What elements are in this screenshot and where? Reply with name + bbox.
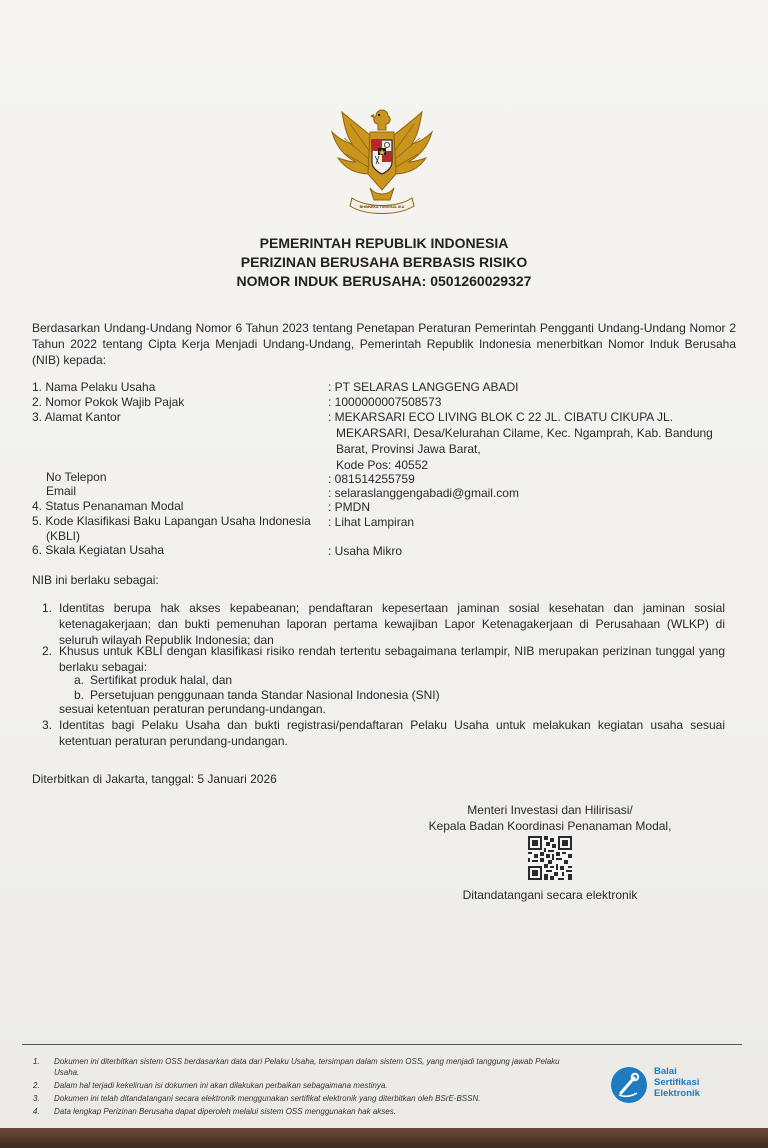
footer-note-4: Data lengkap Perizinan Berusaha dapat diperoleh melalui sistem OSS menggunakan hak akses. — [54, 1107, 396, 1116]
nib-subitem-text-b: Persetujuan penggunaan tanda Standar Nasional Indonesia (SNI) — [90, 688, 440, 702]
licensing-title: PERIZINAN BERUSAHA BERBASIS RISIKO — [240, 254, 528, 270]
issued-date: Diterbitkan di Jakarta, tanggal: 5 Januari 2026 — [32, 772, 277, 786]
emblem-motto: BHINNEKA TUNGGAL IKA — [359, 205, 405, 209]
nib-item-text-2: Khusus untuk KBLI dengan klasifikasi risiko rendah tertentu sebagaimana terlampir, NIB merupakan perizinan tunggal yang berlaku sebagai: — [59, 644, 725, 674]
footer-note-number-3: 3. — [33, 1094, 40, 1103]
field-value-alamat-2: MEKARSARI, Desa/Kelurahan Cilame, Kec. Ngamprah, Kab. Bandung — [336, 426, 713, 440]
field-label-telepon: No Telepon — [46, 470, 107, 484]
footer-note-number-4: 4. — [33, 1107, 40, 1116]
bsre-label — [654, 1066, 700, 1099]
field-value-email: : selaraslanggengabadi@gmail.com — [328, 486, 519, 500]
nib-item-number-2: 2. — [42, 644, 53, 658]
nib-intro: NIB ini berlaku sebagai: — [32, 573, 159, 587]
field-label-npwp: 2. Nomor Pokok Wajib Pajak — [32, 395, 185, 409]
field-value-alamat-4: Kode Pos: 40552 — [336, 458, 429, 472]
field-label-skala: 6. Skala Kegiatan Usaha — [32, 543, 165, 557]
nib-item-text-1: Identitas berupa hak akses kepabeanan; pendaftaran kepesertaan jaminan sosial kesehatan dan jaminan sosial ketenagakerjaan; dan bukti pemenuhan laporan pertama kewajiban Lapor Ketenagakerjaan di Perusahaan (WLKP) di seluruh wilayah Republik Indonesia; dan — [59, 601, 725, 647]
signatory-title-1: Menteri Investasi dan Hilirisasi/ — [467, 803, 633, 817]
footer-note-number-2: 2. — [33, 1081, 40, 1090]
nib-subitem-number-a: a. — [74, 673, 85, 687]
field-label-kbli-2: (KBLI) — [46, 529, 81, 543]
nib-subitem-number-b: b. — [74, 688, 85, 702]
footer-note-number-1: 1. — [33, 1057, 40, 1066]
field-value-telepon: : 081514255759 — [328, 472, 415, 486]
field-label-nama: 1. Nama Pelaku Usaha — [32, 380, 156, 394]
bsre-label-line-3: Elektronik — [654, 1088, 700, 1099]
field-value-npwp: : 1000000007508573 — [328, 395, 442, 409]
bsre-logo-icon — [610, 1066, 648, 1104]
footer-note-3: Dokumen ini telah ditandatangani secara elektronik menggunakan sertifikat elektronik yang diterbitkan oleh BSrE-BSSN. — [54, 1094, 481, 1103]
nib-item-2-closing: sesuai ketentuan peraturan perundang-undangan. — [59, 702, 326, 716]
government-title: PEMERINTAH REPUBLIK INDONESIA — [259, 235, 509, 251]
field-label-status: 4. Status Penanaman Modal — [32, 499, 184, 513]
field-value-skala: : Usaha Mikro — [328, 544, 403, 558]
footer-divider — [22, 1044, 742, 1045]
nib-number-title: NOMOR INDUK BERUSAHA: 0501260029327 — [236, 273, 532, 289]
field-value-nama: : PT SELARAS LANGGENG ABADI — [328, 380, 519, 394]
field-label-kbli-1: 5. Kode Klasifikasi Baku Lapangan Usaha Indonesia — [32, 514, 311, 528]
field-value-alamat-3: Barat, Provinsi Jawa Barat, — [336, 442, 481, 456]
field-label-email: Email — [46, 484, 77, 498]
nib-item-number-1: 1. — [42, 601, 53, 615]
electronic-signature-note: Ditandatangani secara elektronik — [462, 888, 638, 902]
bsre-label-line-1: Balai — [654, 1066, 677, 1077]
field-value-alamat-1: : MEKARSARI ECO LIVING BLOK C 22 JL. CIBATU CIKUPA JL. — [328, 410, 673, 424]
bsre-label-line-2: Sertifikasi — [654, 1077, 700, 1088]
footer-note-1: Dokumen ini diterbitkan sistem OSS berdasarkan data dari Pelaku Usaha, tersimpan dalam sistem OSS, yang menjadi tanggung jawab Pelaku Usaha. — [54, 1057, 560, 1077]
garuda-emblem-icon — [330, 104, 434, 220]
nib-item-number-3: 3. — [42, 718, 53, 732]
field-label-alamat: 3. Alamat Kantor — [32, 410, 121, 424]
nib-subitem-text-a: Sertifikat produk halal, dan — [90, 673, 233, 687]
qr-code-icon — [528, 836, 572, 880]
signatory-title-2: Kepala Badan Koordinasi Penanaman Modal, — [428, 819, 672, 833]
nib-item-text-3: Identitas bagi Pelaku Usaha dan bukti registrasi/pendaftaran Pelaku Usaha untuk melakukan kegiatan usaha sesuai ketentuan peraturan perundang-undangan. — [59, 718, 725, 748]
field-value-kbli: : Lihat Lampiran — [328, 515, 415, 529]
field-value-status: : PMDN — [328, 500, 370, 514]
intro-paragraph: Berdasarkan Undang-Undang Nomor 6 Tahun 2023 tentang Penetapan Peraturan Pemerintah Pengganti Undang-Undang Nomor 2 Tahun 2022 tentang Cipta Kerja Menjadi Undang-Undang, Pemerintah Republik Indonesia menerbitkan Nomor Induk Berusaha (NIB) kepada: — [32, 321, 736, 367]
table-surface — [0, 1128, 768, 1148]
footer-note-2: Dalam hal terjadi kekeliruan isi dokumen ini akan dilakukan perbaikan sebagaimana mestinya. — [54, 1081, 388, 1090]
